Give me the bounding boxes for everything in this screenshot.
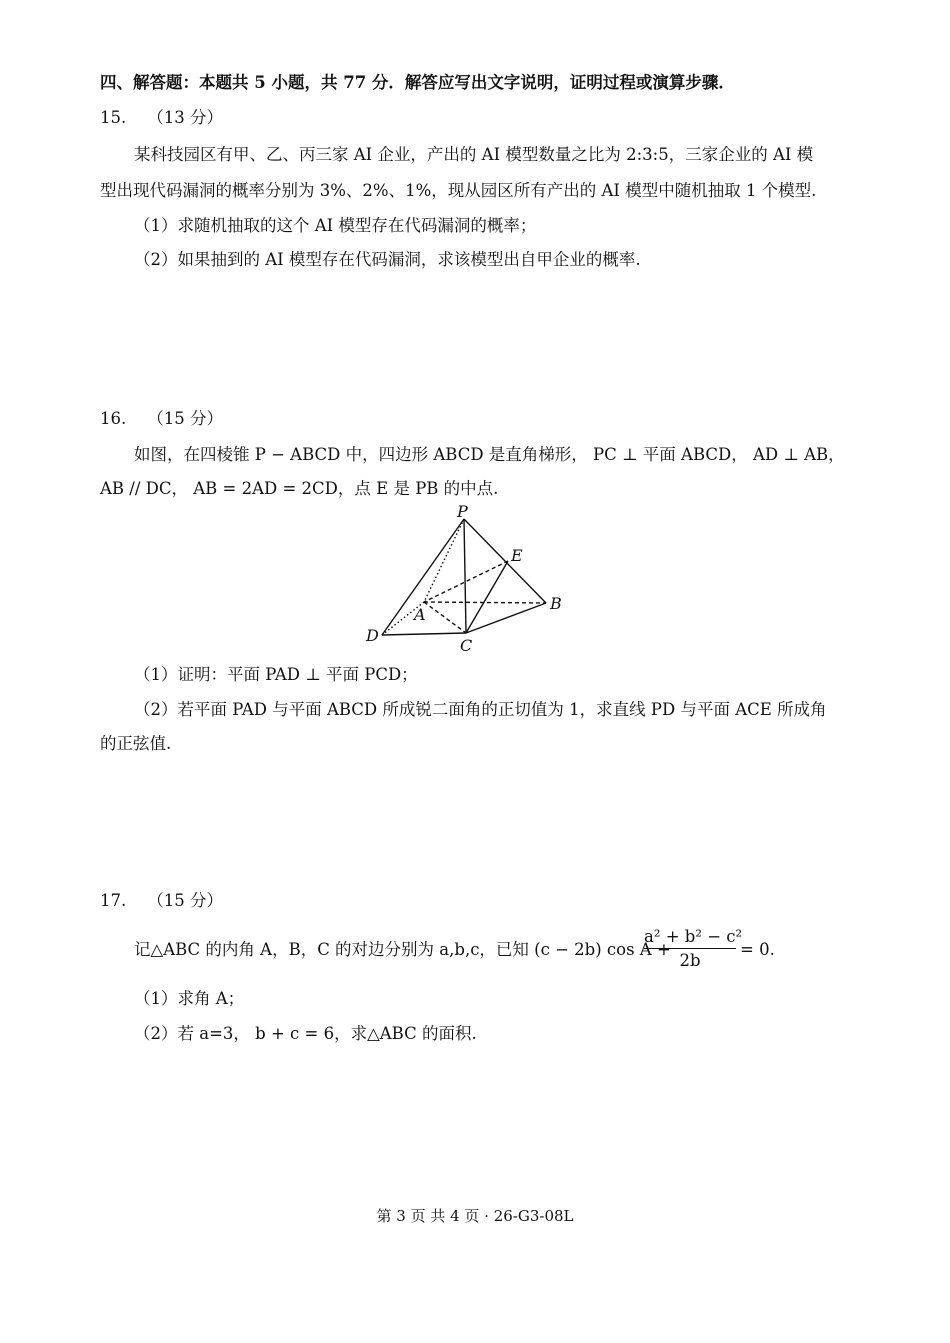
- problem-16-number: 16.: [100, 409, 127, 428]
- problem-17-number: 17.: [100, 891, 127, 910]
- problem-15-header: [100, 108, 223, 128]
- problem-15-line-2: 型出现代码漏洞的概率分别为 3%、2%、1%，现从园区所有产出的 AI 模型中随机抽取 1 个模型.: [100, 181, 817, 200]
- problem-15-number: 15.: [100, 108, 127, 127]
- label-b: B: [550, 594, 562, 613]
- edge-pc: [464, 519, 466, 633]
- label-p: P: [457, 505, 468, 521]
- problem-17-fraction: [644, 927, 743, 970]
- fraction-denominator: 2b: [679, 951, 701, 970]
- problem-16-score: （15 分）: [147, 409, 223, 428]
- problem-17-header: [100, 891, 223, 911]
- section-heading: 四、解答题：本题共 5 小题，共 77 分．解答应写出文字说明，证明过程或演算步骤．: [100, 73, 735, 92]
- problem-15-part-1: （1）求随机抽取的这个 AI 模型存在代码漏洞的概率；: [134, 216, 537, 235]
- label-a: A: [414, 605, 426, 624]
- problem-16-line-1: 如图，在四棱锥 P − ABCD 中，四边形 ABCD 是直角梯形， PC ⊥ 平面 ABCD， AD ⊥ AB，: [134, 445, 845, 464]
- edge-ab: [424, 602, 546, 603]
- pyramid-diagram: [358, 505, 578, 655]
- problem-17-line-prefix: 记△ABC 的内角 A，B，C 的对边分别为 a,b,c，已知 (c − 2b) cos A +: [134, 940, 671, 959]
- edge-cb: [466, 603, 546, 633]
- edge-dc: [382, 633, 466, 635]
- label-c: C: [460, 636, 473, 655]
- problem-16-line-2: AB // DC， AB = 2AD = 2CD，点 E 是 PB 的中点.: [100, 479, 499, 498]
- problem-17-part-1: （1）求角 A；: [134, 989, 245, 1008]
- problem-15-line-1: 某科技园区有甲、乙、丙三家 AI 企业，产出的 AI 模型数量之比为 2:3:5，三家企业的 AI 模: [134, 145, 814, 164]
- edge-pa: [424, 519, 464, 602]
- problem-17-part-2: （2）若 a=3， b + c = 6，求△ABC 的面积.: [134, 1024, 477, 1043]
- edge-ac: [424, 602, 466, 633]
- edge-pb: [464, 519, 546, 603]
- problem-16-part-2-cont: 的正弦值.: [100, 734, 172, 753]
- problem-15-part-2: （2）如果抽到的 AI 模型存在代码漏洞，求该模型出自甲企业的概率.: [134, 250, 641, 269]
- problem-17-line-suffix: = 0.: [740, 940, 775, 959]
- label-d: D: [366, 626, 379, 645]
- problem-16-part-1: （1）证明：平面 PAD ⊥ 平面 PCD；: [134, 665, 418, 684]
- problem-16-part-2: （2）若平面 PAD 与平面 ABCD 所成锐二面角的正切值为 1，求直线 PD 与平面 ACE 所成角: [134, 700, 827, 719]
- problem-16-header: [100, 409, 223, 429]
- label-e: E: [511, 546, 523, 565]
- fraction-bar: [644, 948, 736, 949]
- problem-17-score: （15 分）: [147, 891, 223, 910]
- fraction-numerator: a² + b² − c²: [644, 927, 743, 946]
- problem-15-score: （13 分）: [147, 108, 223, 127]
- page-footer: 第 3 页 共 4 页 · 26-G3-08L: [376, 1207, 574, 1225]
- pyramid-figure: [358, 505, 578, 659]
